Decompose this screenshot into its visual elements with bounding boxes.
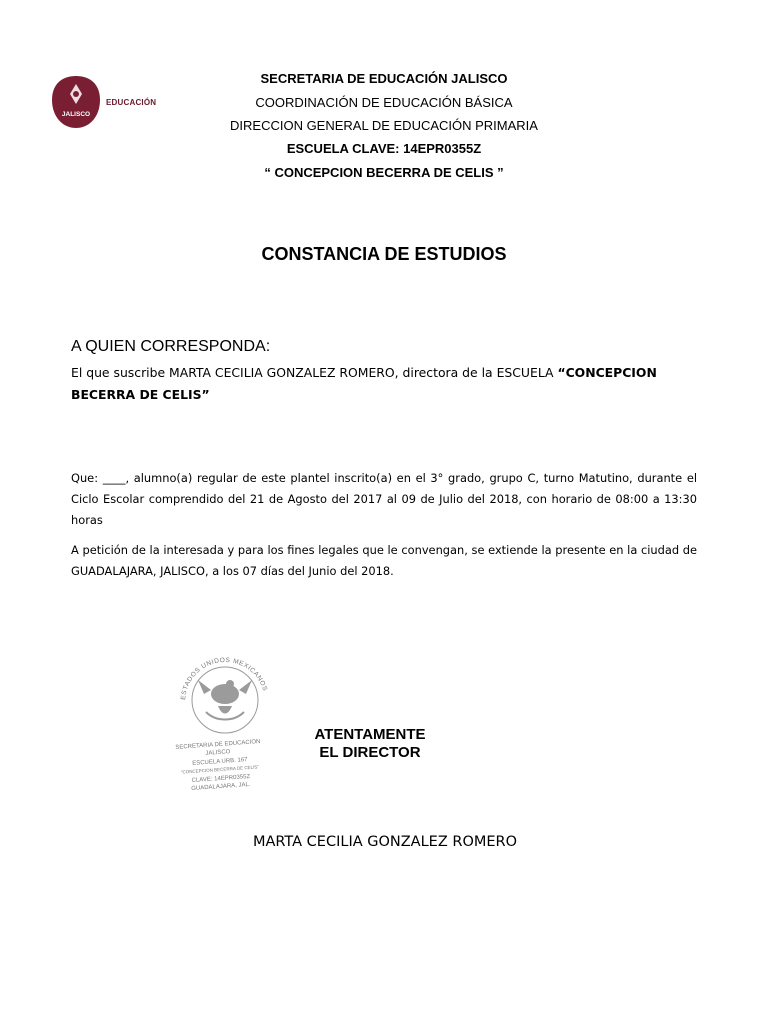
header-direccion: DIRECCION GENERAL DE EDUCACIÓN PRIMARIA bbox=[230, 118, 538, 133]
seal-line-2: JALISCO bbox=[205, 749, 231, 757]
document-title: CONSTANCIA DE ESTUDIOS bbox=[261, 244, 507, 264]
signatory-name: MARTA CECILIA GONZALEZ ROMERO bbox=[252, 834, 518, 850]
intro-paragraph bbox=[71, 362, 697, 406]
closing-block bbox=[300, 726, 440, 762]
mexican-eagle-seal-icon bbox=[170, 650, 280, 800]
intro-text: El que suscribe MARTA CECILIA GONZALEZ ROMERO, directora de la ESCUELA bbox=[71, 365, 558, 380]
body-paragraph-2: A petición de la interesada y para los fines legales que le convengan, se extiende la presente en la ciudad de GUADALAJARA, JALISCO, a los 07 días del Junio del 2018. bbox=[71, 543, 697, 578]
seal-arc-text: ESTADOS UNIDOS MEXICANOS bbox=[180, 656, 269, 701]
header-secretaria: SECRETARIA DE EDUCACIÓN JALISCO bbox=[260, 71, 508, 86]
jalisco-education-logo bbox=[50, 74, 157, 132]
seal-line-5: CLAVE: 14EPR0355Z bbox=[191, 773, 251, 785]
seal-line-6: GUADALAJARA, JAL. bbox=[191, 781, 251, 793]
intro-school-name: “CONCEPCION BECERRA DE CELIS” bbox=[71, 365, 657, 402]
salutation: A QUIEN CORRESPONDA: bbox=[71, 338, 271, 355]
header-escuela-clave: ESCUELA CLAVE: 14EPR0355Z bbox=[286, 141, 482, 156]
closing-director: EL DIRECTOR bbox=[319, 744, 421, 761]
seal-line-3: ESCUELA URB. 167 bbox=[192, 757, 248, 767]
logo-brand-text: EDUCACIÓN bbox=[106, 98, 157, 107]
header-school-name: “ CONCEPCION BECERRA DE CELIS ” bbox=[264, 165, 504, 180]
jalisco-emblem-icon bbox=[50, 74, 102, 130]
logo-emblem-text: JALISCO bbox=[61, 111, 91, 118]
seal-line-1: SECRETARIA DE EDUCACION bbox=[175, 739, 261, 751]
header-coordinacion: COORDINACIÓN DE EDUCACIÓN BÁSICA bbox=[255, 95, 513, 110]
seal-line-4: "CONCEPCION BECERRA DE CELIS" bbox=[180, 764, 260, 775]
official-seal bbox=[170, 650, 280, 800]
closing-atentamente: ATENTAMENTE bbox=[314, 726, 426, 743]
body-paragraph-1: Que: ____, alumno(a) regular de este plantel inscrito(a) en el 3° grado, grupo C, turno Matutino, durante el Ciclo Escolar comprendido del 21 de Agosto del 2017 al 09 de Julio del 2018, con horario de 08:00 a 13:30 horas bbox=[71, 471, 697, 527]
